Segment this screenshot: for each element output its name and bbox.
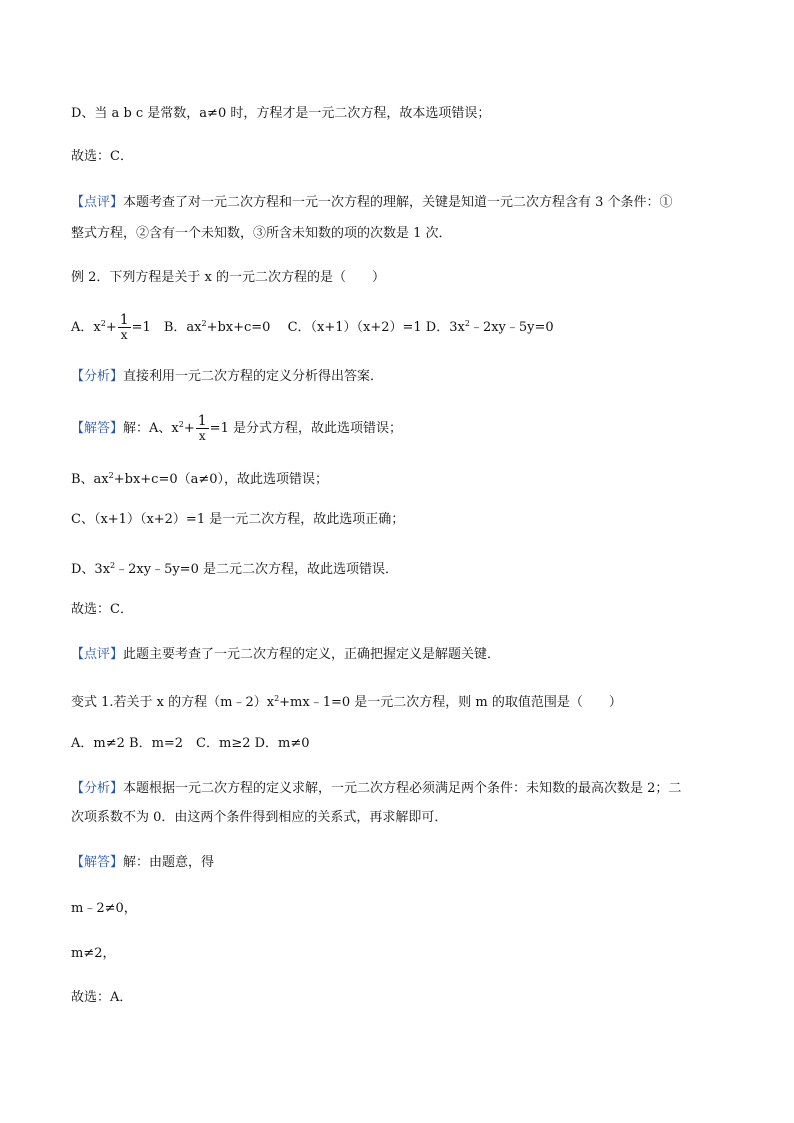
- superscript: 2: [201, 319, 207, 328]
- text: 此题主要考查了一元二次方程的定义，正确把握定义是解题关键．: [123, 647, 501, 662]
- fraction-numerator: 1: [119, 312, 129, 328]
- solution-line-b: [71, 466, 731, 490]
- text: 直接利用一元二次方程的定义分析得出答案．: [123, 369, 384, 384]
- superscript: 2: [108, 471, 114, 480]
- text: m﹣2≠0，: [71, 901, 137, 916]
- answer-choice: [71, 600, 731, 620]
- solution-intro: [71, 853, 731, 873]
- fraction: [118, 313, 131, 342]
- text: B、ax: [71, 472, 109, 487]
- solution-step-1: [71, 899, 731, 919]
- text: +mx﹣1=0 是一元二次方程，则 m 的取值范围是（ ）: [279, 695, 622, 710]
- superscript: 2: [178, 420, 184, 429]
- text: C、（x+1）（x+2）=1 是一元二次方程，故此选项正确；: [71, 512, 405, 527]
- variant-options: [71, 734, 731, 754]
- text: D、3x: [71, 562, 111, 577]
- analysis-paragraph-2-cont: [71, 808, 731, 828]
- text: 本题根据一元二次方程的定义求解，一元二次方程必须满足两个条件：未知数的最高次数是 2；二: [123, 781, 682, 796]
- comment-paragraph-2: [71, 645, 731, 665]
- solution-tag: 【解答】: [71, 421, 124, 436]
- text: +: [105, 320, 117, 335]
- analysis-paragraph: [71, 367, 731, 387]
- fraction-numerator: 1: [197, 413, 207, 429]
- text: =1 是分式方程，故此选项错误；: [209, 421, 402, 436]
- example-options: [71, 313, 731, 342]
- text: ﹣2xy﹣5y=0 是二元二次方程，故此选项错误．: [115, 562, 398, 577]
- fraction-denominator: x: [198, 429, 206, 443]
- comment-paragraph: [71, 193, 731, 213]
- text: 次项系数不为 0．由这两个条件得到相应的关系式，再求解即可．: [71, 810, 448, 825]
- text: +bx+c=0 C．（x+1）（x+2）=1 D．3x: [206, 320, 465, 335]
- solution-line-c: [71, 510, 731, 530]
- text: 故选：A．: [71, 990, 133, 1005]
- text: A．x: [71, 320, 101, 335]
- superscript: 2: [110, 561, 116, 570]
- text: 整式方程，②含有一个未知数，③所含未知数的项的次数是 1 次．: [71, 226, 452, 241]
- analysis-tag: 【分析】: [71, 369, 124, 384]
- text: +: [183, 421, 195, 436]
- comment-paragraph-cont: [71, 224, 731, 244]
- answer-choice: [71, 988, 731, 1008]
- solution-line-d: [71, 556, 731, 580]
- variant-question: [71, 689, 731, 713]
- solution-line-a: [71, 414, 731, 443]
- analysis-paragraph-2: [71, 779, 731, 799]
- fraction: [196, 414, 209, 443]
- text: 解：A、x: [123, 421, 179, 436]
- text: ﹣2xy﹣5y=0: [469, 320, 554, 335]
- superscript: 2: [100, 319, 106, 328]
- superscript: 2: [274, 694, 280, 703]
- text: =1 B．ax: [131, 320, 202, 335]
- solution-tag: 【解答】: [71, 855, 124, 870]
- comment-tag: 【点评】: [71, 647, 124, 662]
- text: 故选：C．: [71, 602, 133, 617]
- text: 例 2．下列方程是关于 x 的一元二次方程的是（ ）: [71, 270, 385, 285]
- text: A．m≠2 B．m=2 C．m≥2 D．m≠0: [71, 736, 310, 751]
- superscript: 2: [464, 319, 470, 328]
- option-d-explanation: [71, 104, 731, 124]
- text: +bx+c=0（a≠0），故此选项错误；: [113, 472, 329, 487]
- text: m≠2，: [71, 946, 116, 961]
- text: 故选：C．: [71, 149, 133, 164]
- solution-step-2: [71, 944, 731, 964]
- text: D、当 a b c 是常数，a≠0 时，方程才是一元二次方程，故本选项错误；: [71, 106, 491, 121]
- answer-choice: [71, 147, 731, 167]
- comment-tag: 【点评】: [71, 195, 124, 210]
- fraction-denominator: x: [120, 328, 128, 342]
- example-question: [71, 268, 731, 288]
- analysis-tag: 【分析】: [71, 781, 124, 796]
- text: 本题考查了对一元二次方程和一元一次方程的理解，关键是知道一元二次方程含有 3 个条件：①: [123, 195, 673, 210]
- text: 变式 1.若关于 x 的方程（m﹣2）x: [71, 695, 275, 710]
- text: 解：由题意，得: [123, 855, 215, 870]
